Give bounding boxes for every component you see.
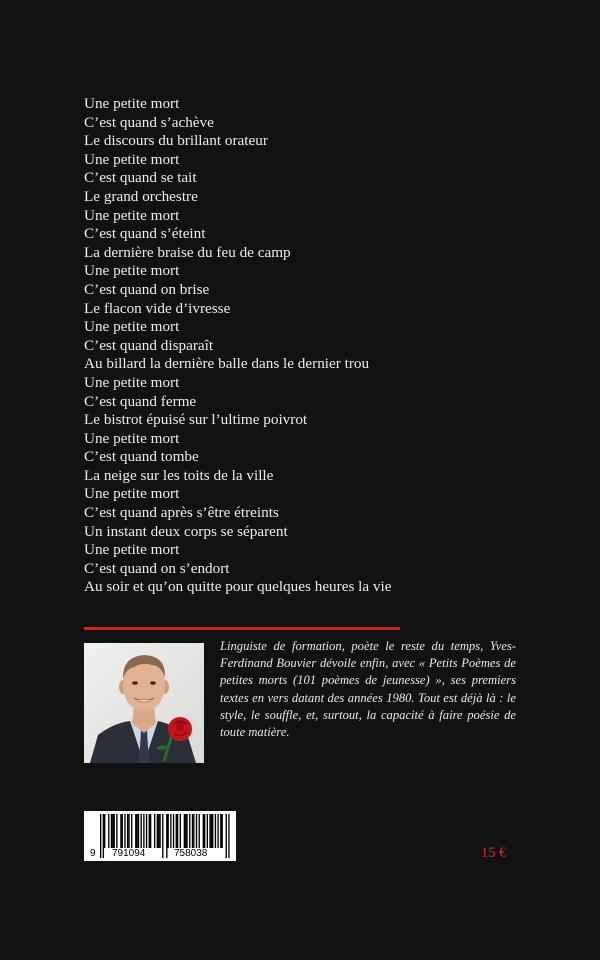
barcode-left-group: 791094 <box>112 848 146 859</box>
poem-line: Une petite mort <box>84 150 180 168</box>
barcode-bar <box>211 814 212 848</box>
poem-line: Une petite mort <box>84 318 180 336</box>
barcode-bar <box>104 814 105 848</box>
barcode-bar <box>111 814 112 848</box>
barcode-bar <box>136 814 137 848</box>
barcode-right-group: 758038 <box>174 848 208 859</box>
barcode-bar <box>222 814 223 848</box>
poem-line: Au soir et qu’on quitte pour quelques heures la vie <box>84 578 392 596</box>
barcode-bar <box>168 814 169 848</box>
poem-line: C’est quand se tait <box>84 169 197 187</box>
barcode-bar <box>146 814 147 848</box>
isbn-barcode <box>84 811 236 861</box>
poem-line: C’est quand on s’endort <box>84 559 230 577</box>
barcode-bar <box>173 814 174 848</box>
poem-line: La dernière braise du feu de camp <box>84 243 291 261</box>
barcode-bar <box>186 814 187 848</box>
barcode-bar <box>204 814 205 848</box>
barcode-bar <box>120 814 121 848</box>
poem-line: Le bistrot épuisé sur l’ultime poivrot <box>84 411 308 429</box>
barcode-bar <box>116 814 117 848</box>
barcode-bar <box>124 814 125 848</box>
barcode-bar <box>149 814 150 848</box>
barcode-bar <box>170 814 171 848</box>
barcode-bar <box>128 814 129 848</box>
barcode-bar <box>150 814 151 848</box>
barcode-bar <box>209 814 210 848</box>
barcode-bar <box>157 814 158 848</box>
poem-line: Au billard la dernière balle dans le dernier trou <box>84 355 370 373</box>
poem-line: C’est quand s’achève <box>84 113 214 131</box>
barcode-bar <box>212 814 213 848</box>
poem-line: Une petite mort <box>84 373 180 391</box>
barcode-bar <box>127 814 128 848</box>
barcode-bar <box>196 814 197 848</box>
barcode-bar <box>203 814 204 848</box>
poem-line: Une petite mort <box>84 485 180 503</box>
poem-line: C’est quand s’éteint <box>84 225 206 243</box>
red-divider <box>84 627 400 630</box>
poem-line: Une petite mort <box>84 95 180 112</box>
barcode-bar <box>114 814 115 848</box>
barcode-bar <box>220 814 221 848</box>
barcode-bar <box>138 814 139 848</box>
barcode-bar <box>184 814 185 848</box>
barcode-bar <box>143 814 144 848</box>
barcode-bar <box>215 814 216 848</box>
poem <box>84 95 391 597</box>
poem-line: C’est quand tombe <box>84 448 199 466</box>
author-photo <box>84 643 204 763</box>
barcode-bar <box>185 814 186 848</box>
barcode-bar <box>217 814 218 848</box>
author-bio: Linguiste de formation, poète le reste du temps, Yves-Ferdinand Bouvier dévoile enfin, avec « Petits Poèmes de petites morts (101 poèmes de jeunesse) », ses premiers textes en vers datant des années 1980. Tout est déjà là : le style, le souffle, et, surtout, la capacité à faire poésie de toute matière. <box>220 639 516 740</box>
poem-line: Le flacon vide d’ivresse <box>84 299 231 317</box>
poem-line: Une petite mort <box>84 429 180 447</box>
poem-line: Une petite mort <box>84 206 180 224</box>
poem-line: Une petite mort <box>84 541 180 559</box>
barcode-bar <box>141 814 142 848</box>
barcode-bar <box>135 814 136 848</box>
barcode-bar <box>112 814 113 848</box>
barcode-bar <box>131 814 132 848</box>
barcode-bar <box>207 814 208 848</box>
poem-line: Une petite mort <box>84 262 180 280</box>
barcode-bar <box>192 814 193 848</box>
barcode-bar <box>180 814 181 848</box>
barcode-bar <box>158 814 159 848</box>
poem-line: Le discours du brillant orateur <box>84 132 268 150</box>
barcode-bar <box>193 814 194 848</box>
barcode-bar <box>189 814 190 848</box>
barcode-bar <box>154 814 155 848</box>
barcode-bar <box>122 814 123 848</box>
barcode-bar <box>108 814 109 848</box>
barcode-bar <box>199 814 200 848</box>
poem-line: C’est quand après s’être étreints <box>84 504 279 522</box>
barcode-bar <box>159 814 160 848</box>
poem-line: La neige sur les toits de la ville <box>84 466 274 484</box>
poem-line: C’est quand ferme <box>84 392 197 410</box>
barcode-bar <box>176 814 177 848</box>
poem-line: Un instant deux corps se séparent <box>84 522 288 540</box>
poem-line: C’est quand disparaît <box>84 336 214 354</box>
barcode-bar <box>177 814 178 848</box>
price: 15 € <box>481 845 507 861</box>
poem-line: Le grand orchestre <box>84 187 198 205</box>
barcode-lead-digit: 9 <box>90 848 96 859</box>
poem-line: C’est quand on brise <box>84 280 210 298</box>
